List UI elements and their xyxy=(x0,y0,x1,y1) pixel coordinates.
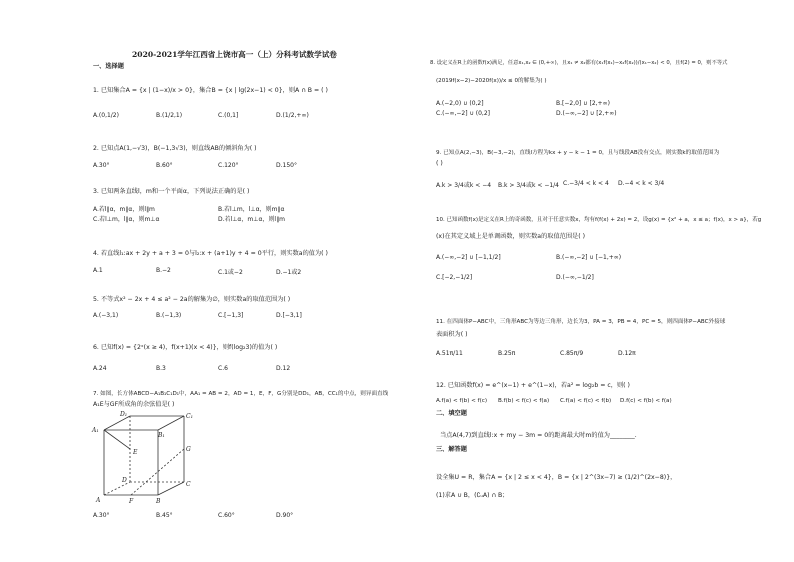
q8-stem-line2: (2019f(x−2)−2020f(x))/x ≤ 0的解集为( ) xyxy=(436,78,547,84)
q8-option-b: B.[−2,0] ∪ [2,+∞) xyxy=(556,100,610,107)
section-choice: 一、选择题 xyxy=(93,63,124,70)
q2-stem: 2. 已知点A(1,−√3)，B(−1,3√3)，则直线AB的倾斜角为( ) xyxy=(93,145,257,152)
edge-a1d1 xyxy=(104,416,130,430)
q2-option-b: B.60° xyxy=(156,162,173,169)
q8-stem-line1: 8. 设定义在R上的函数f(x)满足，任意x₁,x₂ ∈ (0,+∞)，且x₁ ≠ x₂都有(x₁f(x₁)−x₂f(x₂))/(x₁−x₂) < 0，且f(2) = 0，则不等式 xyxy=(430,60,728,66)
q7-option-c: C.60° xyxy=(218,512,235,519)
q1-option-d: D.(1/2,+∞) xyxy=(276,112,309,119)
q8-option-d: D.(−∞,−2] ∪ [2,+∞) xyxy=(556,110,617,117)
q6-stem: 6. 已知f(x) = {2ˣ(x ≥ 4)，f(x+1)(x < 4)}，则f(log₂3)的值为( ) xyxy=(93,344,278,351)
q9-option-a: A.k > 3/4或k < −4 xyxy=(436,182,492,189)
q11-option-c: C.85π/9 xyxy=(560,350,584,357)
label-c: C xyxy=(186,481,191,488)
q7-stem-line1: 7. 如图，长方体ABCD−A₁B₁C₁D₁中，AA₁ = AB = 2，AD = 1，E，F，G分别是DD₁，AB，CC₁的中点，则异面直线 xyxy=(93,391,389,397)
label-a: A xyxy=(96,497,101,504)
q12-option-a: A.f(a) < f(b) < f(c) xyxy=(436,398,488,404)
section-fill: 二、填空题 xyxy=(436,410,467,417)
q11-stem-line1: 11. 在四面体P−ABC中，三角形ABC为等边三角形，边长为3，PA = 3，PB = 4，PC = 5，则四面体P−ABC外接球 xyxy=(436,319,726,325)
label-b1: B₁ xyxy=(158,432,165,439)
q2-option-a: A.30° xyxy=(93,162,110,169)
q1-stem: 1. 已知集合A = {x | (1−x)/x > 0}，集合B = {x | lg(2x−1) < 0}，则A ∩ B = ( ) xyxy=(93,87,328,94)
q5-option-b: B.(−1,3) xyxy=(156,312,182,319)
q2-option-d: D.150° xyxy=(276,162,297,169)
q3-option-b: B.若l⊥m，l⊥α，则m∥α xyxy=(218,206,285,213)
q7-option-d: D.90° xyxy=(276,512,294,519)
q9-stem-line1: 9. 已知点A(2,−3)，B(−3,−2)，直线l方程为kx + y − k − 1 = 0，且与线段AB没有交点，则实数k的取值范围为 xyxy=(436,150,720,156)
q12-option-b: B.f(b) < f(c) < f(a) xyxy=(498,398,550,404)
q5-option-c: C.[−1,3] xyxy=(218,312,244,319)
q4-option-a: A.1 xyxy=(93,267,103,274)
q4-option-c: C.1或−2 xyxy=(218,269,243,276)
label-f: F xyxy=(129,498,134,505)
q5-stem: 5. 不等式x² − 2x + 4 ≤ a² − 2a的解集为∅，则实数a的取值范围为( ) xyxy=(93,296,291,303)
q3-option-d: D.若l⊥α，m⊥α，则l∥m xyxy=(218,216,285,223)
edge-bc xyxy=(158,482,184,495)
q4-stem: 4. 若直线l₁:ax + 2y + a + 3 = 0与l₂:x + (a+1)y + 4 = 0平行，则实数a的值为( ) xyxy=(93,250,328,257)
q6-option-d: D.12 xyxy=(276,365,291,372)
q10-option-a: A.(−∞,−2] ∪ [−1,1/2] xyxy=(436,254,501,261)
q7-stem-line2: A₁E与GF所成角的余弦值是( ) xyxy=(93,401,175,408)
q9-option-c: C.−3/4 < k < 4 xyxy=(563,180,609,187)
q10-stem-line1: 10. 已知函数f(x)是定义在R上的奇函数，且对于任意实数x，均有f(f(x) + 2x) = 2，设g(x) = {x² + a，x ≤ a；f(x)，x > a}，若g xyxy=(436,217,762,223)
q12-option-d: D.f(c) < f(b) < f(a) xyxy=(620,398,672,404)
q6-option-b: B.3 xyxy=(156,365,166,372)
answer-q1-part1: (1)求A ∪ B，(∁ᵤA) ∩ B； xyxy=(436,492,509,499)
q9-option-b: B.k > 3/4或k < −1/4 xyxy=(498,182,559,189)
q4-option-b: B.−2 xyxy=(156,267,171,274)
q12-stem: 12. 已知函数f(x) = e^(x−1) + e^(1−x)，若a² = log₂b = c，则( ) xyxy=(436,382,630,389)
label-b: B xyxy=(156,498,161,505)
label-e: E xyxy=(133,449,138,456)
segment-a1e xyxy=(104,430,130,449)
q11-option-b: B.25π xyxy=(498,350,516,357)
q9-option-d: D.−4 < k < 3/4 xyxy=(618,180,665,187)
q10-option-d: D.(−∞,−1/2] xyxy=(556,274,594,281)
q10-option-c: C.[−2,−1/2] xyxy=(436,274,473,281)
q1-option-b: B.(1/2,1) xyxy=(156,112,183,119)
label-g: G xyxy=(186,446,191,453)
q11-option-d: D.12π xyxy=(618,350,636,357)
exam-title: 2020-2021学年江西省上饶市高一（上）分科考试数学试卷 xyxy=(132,50,337,59)
q5-option-a: A.(−3,1) xyxy=(93,312,119,319)
q8-option-a: A.(−2,0) ∪ (0,2] xyxy=(436,100,484,107)
cuboid-figure xyxy=(90,410,200,506)
q7-option-a: A.30° xyxy=(93,512,110,519)
q6-option-c: C.6 xyxy=(218,365,228,372)
fill-q1-stem: 当点A(4,7)到直线l:x + my − 3m = 0的距离最大时m的值为________. xyxy=(440,432,637,439)
q8-option-c: C.(−∞,−2] ∪ (0,2] xyxy=(436,110,490,117)
q1-option-c: C.(0,1] xyxy=(218,112,239,119)
q7-option-b: B.45° xyxy=(156,512,173,519)
q9-stem-line2: ( ) xyxy=(436,160,443,167)
q4-option-d: D.−1或2 xyxy=(276,269,302,276)
q10-option-b: B.(−∞,−2] ∪ [−1,+∞) xyxy=(556,254,622,261)
label-a1: A₁ xyxy=(92,427,99,434)
q3-stem: 3. 已知两条直线l，m和一个平面α，下列说法正确的是( ) xyxy=(93,188,250,195)
answer-q1-stem: 设全集U = R，集合A = {x | 2 ≤ x < 4}，B = {x | 2^(3x−7) ≥ (1/2)^(2x−8)}， xyxy=(436,474,677,481)
q3-option-c: C.若l⊥m，l∥α，则m⊥α xyxy=(93,216,160,223)
q11-option-a: A.51π/11 xyxy=(436,350,463,357)
q12-option-c: C.f(a) < f(c) < f(b) xyxy=(560,398,612,404)
q2-option-c: C.120° xyxy=(218,162,239,169)
label-d1: D₁ xyxy=(120,411,128,418)
label-c1: C₁ xyxy=(186,413,193,420)
q10-stem-line2: (x)在其定义域上是单调函数，则实数a的取值范围是( ) xyxy=(436,233,586,240)
section-answer: 三、解答题 xyxy=(436,446,467,453)
q11-stem-line2: 表面积为( ) xyxy=(436,331,468,338)
q5-option-d: D.[−3,1] xyxy=(276,312,302,319)
q3-option-a: A.若l∥α，m∥α，则l∥m xyxy=(93,206,155,213)
label-d: D xyxy=(122,477,127,484)
segment-gf xyxy=(131,449,184,495)
q1-option-a: A.(0,1/2) xyxy=(93,112,119,119)
edge-b1c1 xyxy=(158,416,184,430)
q6-option-a: A.24 xyxy=(93,365,107,372)
